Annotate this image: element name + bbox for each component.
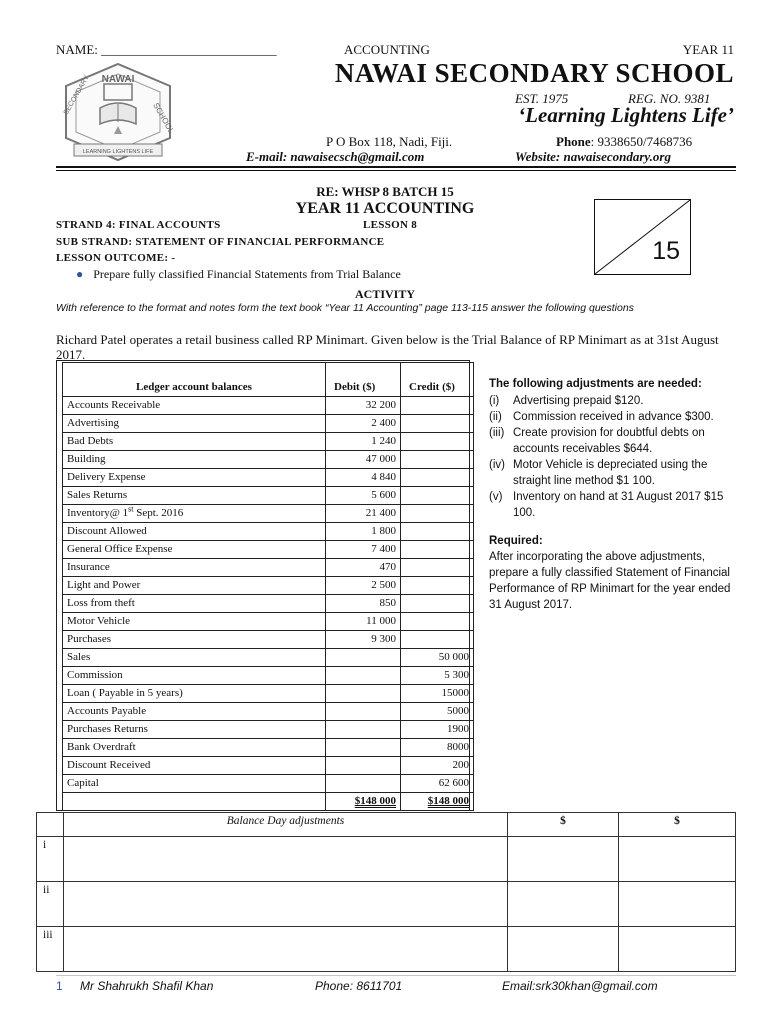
debit-amount <box>326 775 401 793</box>
debit-amount-text: 9 300 <box>371 633 396 645</box>
adjustments-panel <box>489 376 737 613</box>
name-label: NAME: ___________________________ <box>56 42 277 57</box>
credit-amount-text: 5000 <box>447 705 469 717</box>
bd-row-label: ii <box>37 882 64 927</box>
account-name-text: Purchases <box>67 633 111 645</box>
debit-amount-text: 32 200 <box>365 399 396 411</box>
bd-amount-cell[interactable] <box>508 837 619 882</box>
account-name <box>63 397 326 415</box>
credit-amount-text: 1900 <box>447 723 469 735</box>
registration-number: REG. NO. 9381 <box>628 91 711 106</box>
score-box <box>594 199 691 275</box>
account-name-text: Bad Debts <box>67 435 114 447</box>
trial-balance-row <box>63 757 474 775</box>
trial-balance-total-row <box>63 793 474 811</box>
bd-row-label: i <box>37 837 64 882</box>
credit-amount <box>401 685 474 703</box>
account-name-text: Insurance <box>67 561 110 573</box>
credit-amount <box>401 739 474 757</box>
account-name <box>63 739 326 757</box>
required-label: Required: <box>489 535 543 547</box>
adjustment-item <box>489 393 737 409</box>
credit-amount <box>401 415 474 433</box>
school-phone <box>556 134 692 150</box>
sub-strand: SUB STRAND: STATEMENT OF FINANCIAL PERFORMANCE <box>56 236 385 248</box>
account-name <box>63 433 326 451</box>
trial-balance-row <box>63 469 474 487</box>
debit-amount <box>326 703 401 721</box>
debit-amount <box>326 649 401 667</box>
account-name-text: Bank Overdraft <box>67 741 136 753</box>
strand: STRAND 4: FINAL ACCOUNTS <box>56 219 221 231</box>
balance-day-row <box>37 882 736 927</box>
adjustments-heading: The following adjustments are needed: <box>489 378 702 390</box>
col-credit: Credit ($) <box>401 363 474 397</box>
bd-col-description: Balance Day adjustments <box>64 813 508 837</box>
debit-amount-text: 850 <box>379 597 396 609</box>
debit-amount <box>326 415 401 433</box>
debit-amount <box>326 469 401 487</box>
trial-balance-row <box>63 649 474 667</box>
account-name-text: Delivery Expense <box>67 471 146 483</box>
logo-text-nawai: NAWAI <box>101 74 135 85</box>
trial-balance-row <box>63 631 474 649</box>
trial-balance-header <box>63 363 474 397</box>
debit-amount-text: 47 000 <box>365 453 396 465</box>
footer-rule <box>56 975 736 976</box>
credit-amount <box>401 451 474 469</box>
total-debit <box>326 793 401 811</box>
account-name <box>63 631 326 649</box>
account-name <box>63 541 326 559</box>
footer-author: Mr Shahrukh Shafil Khan <box>80 979 214 993</box>
account-name-text: Advertising <box>67 417 119 429</box>
account-name <box>63 595 326 613</box>
account-name-text: General Office Expense <box>67 543 173 555</box>
school-name: NAWAI SECONDARY SCHOOL <box>334 58 734 88</box>
account-name <box>63 721 326 739</box>
trial-balance-row <box>63 415 474 433</box>
col-debit: Debit ($) <box>326 363 401 397</box>
debit-amount <box>326 757 401 775</box>
credit-amount <box>401 559 474 577</box>
adjustment-item <box>489 409 737 425</box>
adjustment-text: Motor Vehicle is depreciated using the straight line method $1 100. <box>513 459 708 487</box>
required-text: After incorporating the above adjustments, prepare a fully classified Statement of Financial Performance of RP Minimart for the year ended 31 August 2017. <box>489 551 731 611</box>
adjustment-text: Commission received in advance $300. <box>513 411 714 423</box>
credit-amount <box>401 649 474 667</box>
activity-heading: ACTIVITY <box>354 287 415 301</box>
credit-amount <box>401 595 474 613</box>
debit-amount <box>326 577 401 595</box>
account-name-text: Motor Vehicle <box>67 615 131 627</box>
credit-amount <box>401 505 474 523</box>
trial-balance-row <box>63 595 474 613</box>
credit-amount <box>401 757 474 775</box>
balance-day-header <box>37 813 736 837</box>
debit-amount <box>326 721 401 739</box>
bd-answer-cell[interactable] <box>64 927 508 972</box>
school-website: Website: nawaisecondary.org <box>515 149 671 164</box>
debit-amount <box>326 685 401 703</box>
bd-amount-cell[interactable] <box>619 882 736 927</box>
phone-value: : 9338650/7468736 <box>590 134 693 149</box>
trial-balance-row <box>63 739 474 757</box>
trial-balance-row <box>63 505 474 523</box>
account-name-text: Building <box>67 453 106 465</box>
credit-amount <box>401 577 474 595</box>
course-title: YEAR 11 ACCOUNTING <box>295 200 475 217</box>
credit-amount-text: 8000 <box>447 741 469 753</box>
bd-amount-cell[interactable] <box>508 927 619 972</box>
total-credit <box>401 793 474 811</box>
debit-amount <box>326 487 401 505</box>
bd-amount-cell[interactable] <box>508 882 619 927</box>
page-number: 1 <box>56 979 63 993</box>
debit-amount-text: 1 800 <box>371 525 396 537</box>
credit-amount-text: 50 000 <box>438 651 469 663</box>
phone-label: Phone <box>556 134 591 149</box>
debit-amount <box>326 541 401 559</box>
adjustment-text: Create provision for doubtful debts on accounts receivables $644. <box>513 427 705 455</box>
account-name <box>63 523 326 541</box>
trial-balance-row <box>63 667 474 685</box>
trial-balance-row <box>63 613 474 631</box>
balance-day-table <box>36 812 736 972</box>
account-name-text: Capital <box>67 777 99 789</box>
school-logo <box>58 60 178 168</box>
adjustment-text: Advertising prepaid $120. <box>513 395 644 407</box>
bullet-icon: ● <box>76 267 84 281</box>
account-name-text: Loan ( Payable in 5 years) <box>67 687 183 699</box>
trial-balance-row <box>63 397 474 415</box>
debit-amount-text: 2 400 <box>371 417 396 429</box>
account-name <box>63 415 326 433</box>
reference-note: With reference to the format and notes form the text book “Year 11 Accounting” page 113-115 answer the following questions <box>56 302 634 314</box>
trial-balance-row <box>63 523 474 541</box>
total-credit-text: $148 000 <box>427 795 469 807</box>
balance-day-row <box>37 837 736 882</box>
account-name-text: Light and Power <box>67 579 141 591</box>
subject-label: ACCOUNTING <box>344 42 430 57</box>
credit-amount <box>401 613 474 631</box>
adjustment-number: (iv) <box>489 459 505 471</box>
account-name <box>63 703 326 721</box>
adjustment-item <box>489 425 737 457</box>
debit-amount-text: 4 840 <box>371 471 396 483</box>
debit-amount-text: 11 000 <box>366 615 396 627</box>
debit-amount <box>326 739 401 757</box>
account-name <box>63 775 326 793</box>
trial-balance-row <box>63 703 474 721</box>
debit-amount <box>326 505 401 523</box>
trial-balance-table <box>62 362 474 811</box>
account-name <box>63 469 326 487</box>
credit-amount <box>401 775 474 793</box>
trial-balance-row <box>63 775 474 793</box>
account-name <box>63 577 326 595</box>
debit-amount-text: 7 400 <box>371 543 396 555</box>
trial-balance-row <box>63 451 474 469</box>
logo-text-secondary: SECONDARY <box>62 74 91 117</box>
school-email: E-mail: nawaisecsch@gmail.com <box>246 149 425 164</box>
debit-amount <box>326 631 401 649</box>
adjustment-number: (ii) <box>489 411 502 423</box>
bd-answer-cell[interactable] <box>64 837 508 882</box>
footer-phone: Phone: 8611701 <box>315 979 403 993</box>
credit-amount <box>401 433 474 451</box>
account-name-text: Purchases Returns <box>67 723 148 735</box>
debit-amount-text: 5 600 <box>371 489 396 501</box>
lesson-outcome-label: LESSON OUTCOME: - <box>56 252 176 264</box>
debit-amount <box>326 559 401 577</box>
bd-amount-cell[interactable] <box>619 927 736 972</box>
trial-balance-row <box>63 577 474 595</box>
bd-row-label: iii <box>37 927 64 972</box>
trial-balance-row <box>63 721 474 739</box>
debit-amount-text: 2 500 <box>371 579 396 591</box>
credit-amount <box>401 469 474 487</box>
debit-amount <box>326 397 401 415</box>
adjustment-item <box>489 489 737 521</box>
account-name-text: Discount Received <box>67 759 151 771</box>
adjustment-text: Inventory on hand at 31 August 2017 $15 100. <box>513 491 724 519</box>
bd-col-dollar-1: $ <box>508 813 619 837</box>
credit-amount <box>401 703 474 721</box>
debit-amount <box>326 595 401 613</box>
debit-amount-text: 1 240 <box>371 435 396 447</box>
outcome-text: Prepare fully classified Financial Statements from Trial Balance <box>93 267 401 281</box>
credit-amount <box>401 397 474 415</box>
credit-amount <box>401 523 474 541</box>
logo-text-school: SCHOOL <box>151 101 176 136</box>
account-name-text: Loss from theft <box>67 597 135 609</box>
intro-paragraph: Richard Patel operates a retail business called RP Minimart. Given below is the Trial Balance of RP Minimart as at 31st August 2017. <box>56 332 719 362</box>
debit-amount <box>326 523 401 541</box>
account-name <box>63 613 326 631</box>
total-debit-text: $148 000 <box>354 795 396 807</box>
batch-line: RE: WHSP 8 BATCH 15 <box>316 184 454 199</box>
trial-balance-row <box>63 433 474 451</box>
account-name <box>63 505 326 523</box>
account-name <box>63 487 326 505</box>
account-name-text: Sales Returns <box>67 489 128 501</box>
top-line <box>56 42 734 58</box>
trial-balance-row <box>63 487 474 505</box>
debit-amount-text: 21 400 <box>365 507 396 519</box>
debit-amount <box>326 451 401 469</box>
account-name <box>63 757 326 775</box>
year-label: YEAR 11 <box>682 42 734 57</box>
debit-amount-text: 470 <box>379 561 396 573</box>
credit-amount-text: 62 600 <box>438 777 469 789</box>
logo-text-motto: LEARNING LIGHTENS LIFE <box>82 149 154 155</box>
bd-col-key <box>37 813 64 837</box>
credit-amount <box>401 487 474 505</box>
col-ledger: Ledger account balances <box>63 363 326 397</box>
bd-answer-cell[interactable] <box>64 882 508 927</box>
credit-amount-text: 5 300 <box>444 669 469 681</box>
account-name <box>63 451 326 469</box>
account-name-text: Accounts Receivable <box>67 399 161 411</box>
credit-amount-text: 200 <box>452 759 469 771</box>
credit-amount <box>401 721 474 739</box>
trial-balance-row <box>63 685 474 703</box>
account-name-text: Sales <box>67 651 91 663</box>
account-name <box>63 685 326 703</box>
adjustment-item <box>489 457 737 489</box>
adjustment-number: (i) <box>489 395 500 407</box>
established-year: EST. 1975 <box>515 91 569 106</box>
header-rule <box>56 166 736 168</box>
account-name-text: Inventory@ 1st Sept. 2016 <box>67 504 184 519</box>
trial-balance-row <box>63 559 474 577</box>
credit-amount <box>401 541 474 559</box>
trial-balance-row <box>63 541 474 559</box>
total-label <box>63 793 326 811</box>
school-motto: ‘Learning Lightens Life’ <box>518 103 734 127</box>
credit-amount <box>401 667 474 685</box>
account-name <box>63 559 326 577</box>
total-marks: 15 <box>652 237 680 265</box>
lesson-outcome-item <box>76 267 401 282</box>
lesson-number: LESSON 8 <box>363 219 418 231</box>
header-rule-thin <box>56 170 736 171</box>
credit-amount <box>401 631 474 649</box>
account-name-text: Commission <box>67 669 123 681</box>
account-name-text: Accounts Payable <box>67 705 147 717</box>
account-name-text: Discount Allowed <box>67 525 147 537</box>
adjustment-number: (iii) <box>489 427 505 439</box>
bd-amount-cell[interactable] <box>619 837 736 882</box>
footer-email: Email:srk30khan@gmail.com <box>502 979 658 993</box>
account-name <box>63 667 326 685</box>
account-name <box>63 649 326 667</box>
debit-amount <box>326 433 401 451</box>
bd-col-dollar-2: $ <box>619 813 736 837</box>
adjustment-number: (v) <box>489 491 503 503</box>
debit-amount <box>326 667 401 685</box>
credit-amount-text: 15000 <box>441 687 469 699</box>
po-box: P O Box 118, Nadi, Fiji. <box>326 134 453 149</box>
debit-amount <box>326 613 401 631</box>
balance-day-row <box>37 927 736 972</box>
